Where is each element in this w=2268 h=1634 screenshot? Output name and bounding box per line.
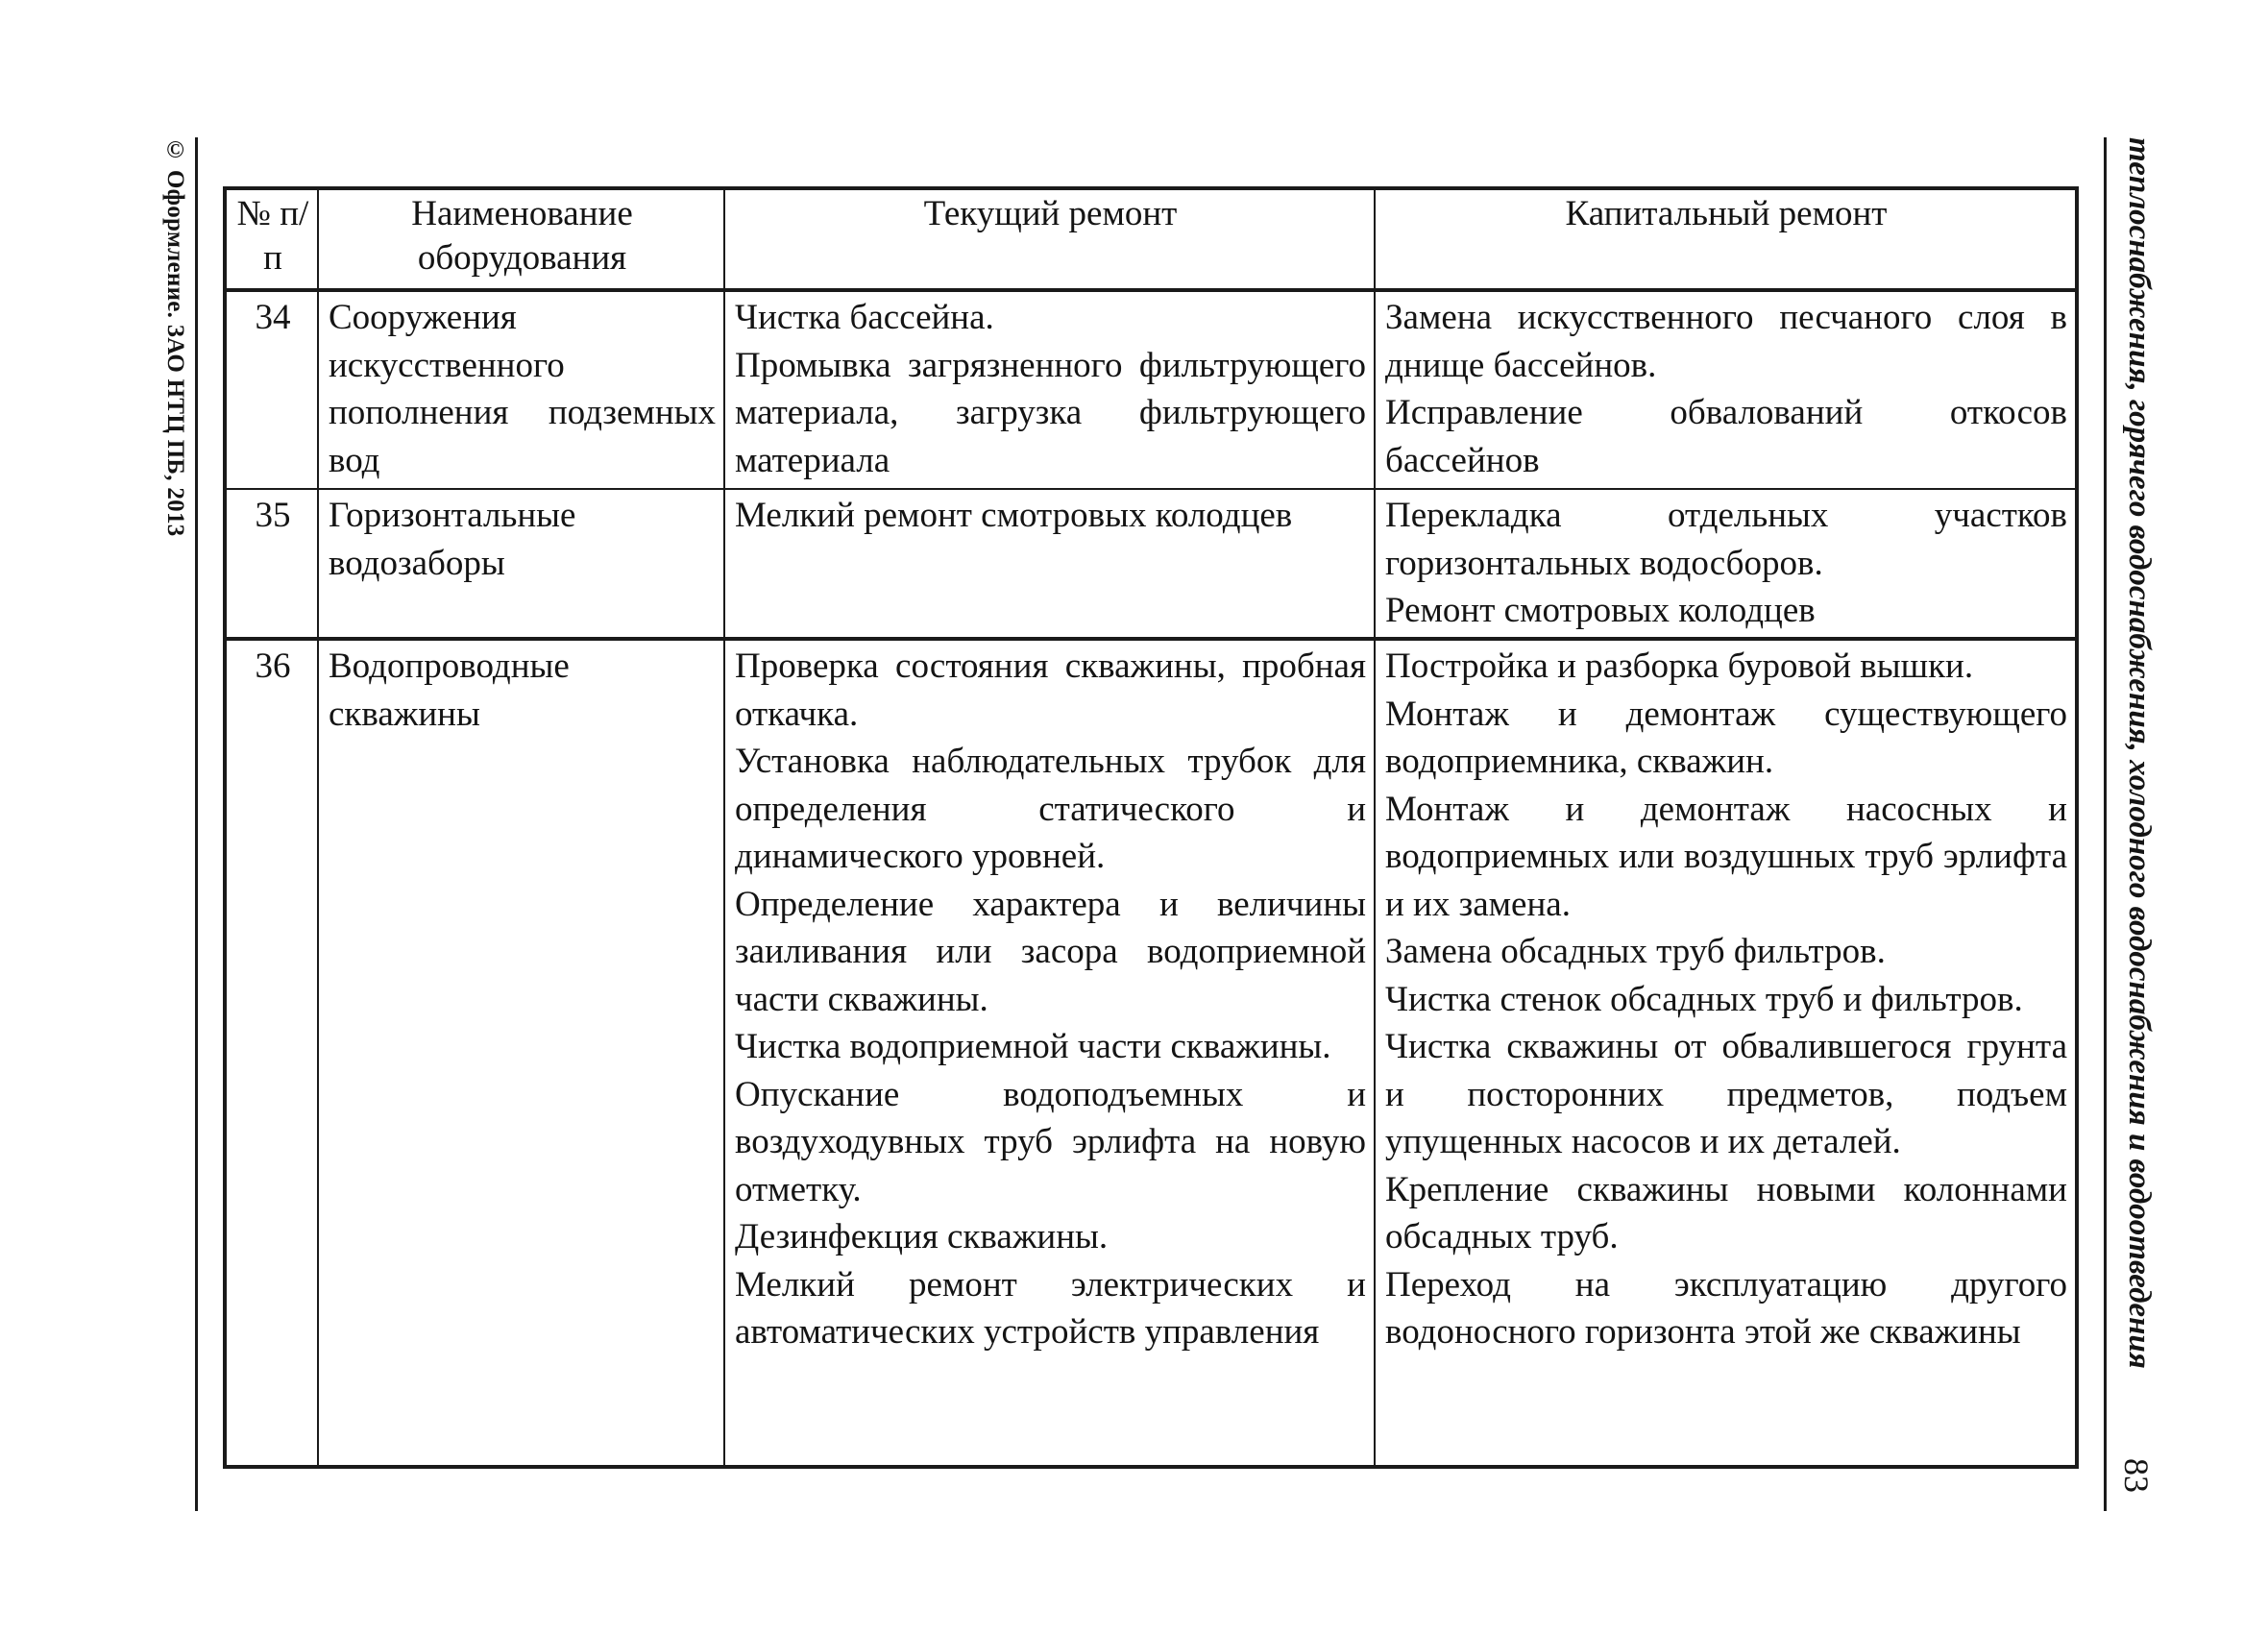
capital-item: Чистка скважины от обвалившегося грунта и посторонних предметов, подъем упущенных насосов и их деталей. bbox=[1385, 1027, 2067, 1161]
capital-item: Замена искусственного песчаного слоя в днище бассейнов. bbox=[1385, 298, 2067, 385]
capital-item: Замена обсадных труб фильтров. bbox=[1385, 932, 1886, 971]
capital-item: Перекладка отдельных участков горизонтальных водосборов. bbox=[1385, 496, 2067, 583]
current-item: Промывка загрязненного фильтрующего материала, загрузка фильтрующего материала bbox=[735, 345, 1366, 480]
capital-item: Ремонт смотровых колодцев bbox=[1385, 591, 1816, 630]
capital-item: Переход на эксплуатацию другого водоносного горизонта этой же скважины bbox=[1385, 1264, 2067, 1352]
current-item: Определение характера и величины заиливания или засора водоприемной части скважины. bbox=[735, 884, 1366, 1019]
left-margin-rule bbox=[195, 137, 198, 1511]
row-capital bbox=[1375, 639, 2077, 1467]
repair-table bbox=[223, 186, 2079, 1469]
capital-item: Монтаж и демонтаж существующего водоприемника, скважин. bbox=[1385, 694, 2067, 781]
current-item: Проверка состояния скважины, пробная откачка. bbox=[735, 646, 1366, 734]
header-name: Наименование оборудования bbox=[318, 188, 724, 290]
capital-item: Крепление скважины новыми колоннами обсадных труб. bbox=[1385, 1169, 2067, 1256]
table-row bbox=[225, 639, 2077, 1467]
row-name: Горизонтальные водозаборы bbox=[318, 489, 724, 639]
row-num: 34 bbox=[225, 290, 318, 489]
header-current: Текущий ремонт bbox=[724, 188, 1375, 290]
row-capital bbox=[1375, 290, 2077, 489]
header-capital: Капитальный ремонт bbox=[1375, 188, 2077, 290]
row-current bbox=[724, 290, 1375, 489]
row-name: Сооружения искусственного пополнения подземных вод bbox=[318, 290, 724, 489]
row-capital bbox=[1375, 489, 2077, 639]
capital-item: Постройка и разборка буровой вышки. bbox=[1385, 646, 1974, 686]
page-number: 83 bbox=[2117, 1458, 2156, 1493]
current-item: Опускание водоподъемных и воздуходувных труб эрлифта на новую отметку. bbox=[735, 1074, 1366, 1209]
row-name: Водопроводные скважины bbox=[318, 639, 724, 1467]
current-item: Чистка бассейна. bbox=[735, 298, 994, 337]
current-item: Чистка водоприемной части скважины. bbox=[735, 1027, 1331, 1066]
header-num: № п/п bbox=[225, 188, 318, 290]
row-num: 36 bbox=[225, 639, 318, 1467]
table-header-row bbox=[225, 188, 2077, 290]
table-row bbox=[225, 290, 2077, 489]
current-item: Дезинфекция скважины. bbox=[735, 1217, 1109, 1256]
current-item: Мелкий ремонт смотровых колодцев bbox=[735, 496, 1293, 535]
row-current bbox=[724, 489, 1375, 639]
current-item: Мелкий ремонт электрических и автоматических устройств управления bbox=[735, 1264, 1366, 1352]
row-num: 35 bbox=[225, 489, 318, 639]
current-item: Установка наблюдательных трубок для определения статического и динамического уровней. bbox=[735, 742, 1366, 876]
table-row bbox=[225, 489, 2077, 639]
running-title: теплоснабжения, горячего водоснабжения, холодного водоснабжения и водоотведения bbox=[2122, 137, 2157, 1369]
capital-item: Монтаж и демонтаж насосных и водоприемных или воздушных труб эрлифта и их замена. bbox=[1385, 789, 2067, 924]
right-margin-rule bbox=[2104, 137, 2107, 1511]
capital-item: Исправление обвалований откосов бассейнов bbox=[1385, 393, 2067, 480]
copyright-note: © Оформление. ЗАО НТЦ ПБ, 2013 bbox=[162, 137, 188, 537]
capital-item: Чистка стенок обсадных труб и фильтров. bbox=[1385, 979, 2023, 1019]
row-current bbox=[724, 639, 1375, 1467]
